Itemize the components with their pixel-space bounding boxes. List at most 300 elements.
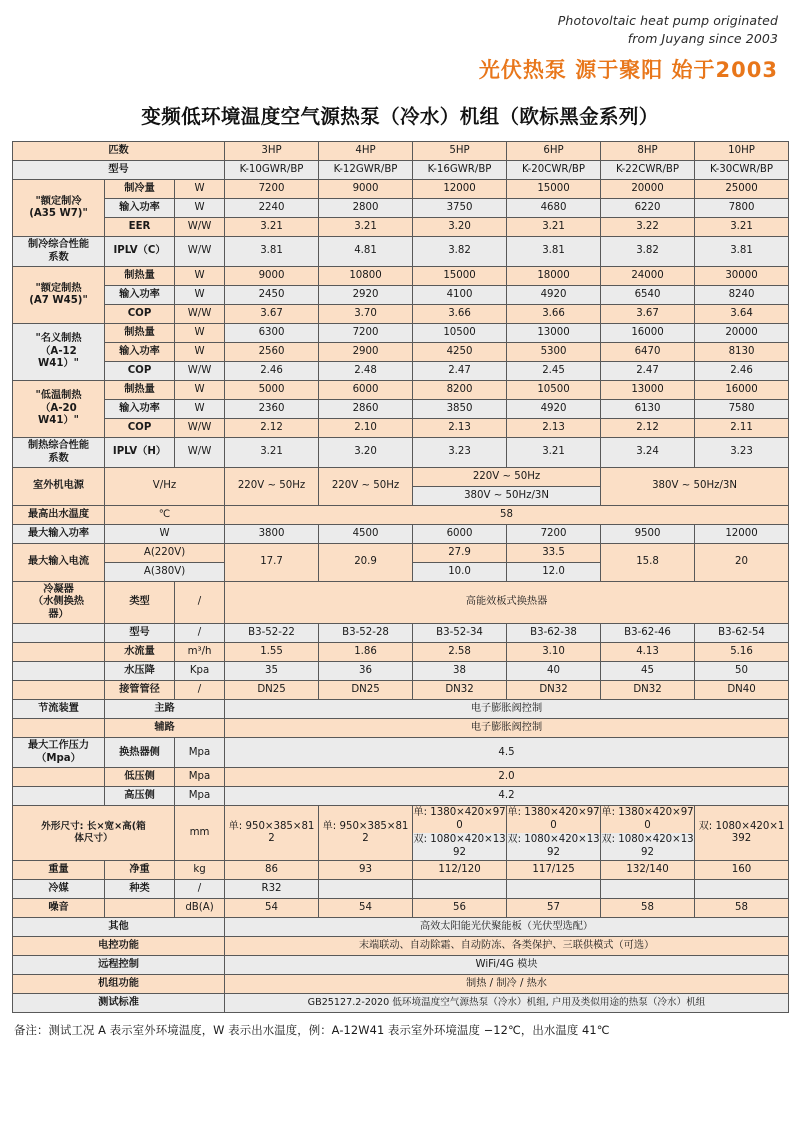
row-label-water-flow: 水流量: [105, 643, 175, 662]
spacer-noise: [105, 898, 175, 917]
cooling-power-col2: 2800: [319, 199, 413, 218]
row-unit-water-pressure-drop: Kpa: [175, 662, 225, 681]
condenser-model-col1: B3-52-22: [225, 624, 319, 643]
page-title: 变频低环境温度空气源热泵（冷水）机组（欧标黑金系列）: [141, 105, 659, 129]
cop-col1: 3.67: [225, 305, 319, 324]
water-flow-col4: 3.10: [507, 643, 601, 662]
row-label-nom-heating-capacity: 制热量: [105, 324, 175, 343]
water-pressure-drop-col1: 35: [225, 662, 319, 681]
row-label-net-weight: 净重: [105, 860, 175, 879]
low-heating-capacity-col3: 8200: [413, 381, 507, 400]
hp-value-col6: 10HP: [695, 142, 789, 161]
group-label-low-temp-heating-l3: W41）": [38, 415, 79, 427]
max-current-col3-220v: 27.9: [413, 544, 507, 563]
brand-header: [0, 0, 800, 84]
max-input-power-col5: 9500: [601, 525, 695, 544]
group-label-condenser-l3: 器）: [48, 608, 69, 620]
other-value: 高效太阳能光伏聚能板（光伏型选配）: [225, 917, 789, 936]
max-current-col4-220v: 33.5: [507, 544, 601, 563]
table-row-control-functions: [13, 936, 789, 955]
row-label-iplv-h: IPLV（H）: [105, 438, 175, 468]
row-label-water-pressure-drop: 水压降: [105, 662, 175, 681]
table-row-low-heating-power: [13, 400, 789, 419]
heating-capacity-col5: 24000: [601, 267, 695, 286]
row-unit-heating-power: W: [175, 286, 225, 305]
group-label-max-pressure-l1: 最大工作压力: [27, 740, 90, 752]
cop-col2: 3.70: [319, 305, 413, 324]
spacer-pressure-low: [13, 768, 105, 787]
row-label-control-functions: 电控功能: [13, 936, 225, 955]
table-row-cop: [13, 305, 789, 324]
row-label-cooling-power: 输入功率: [105, 199, 175, 218]
row-label-pipe-diameter: 接管管径: [105, 681, 175, 700]
iplv-h-col1: 3.21: [225, 438, 319, 468]
pressure-exchanger-value: 4.5: [225, 738, 789, 768]
dimensions-col3-double: 双: 1080×420×1392: [413, 833, 506, 860]
cop-col6: 3.64: [695, 305, 789, 324]
eer-col1: 3.21: [225, 218, 319, 237]
dimensions-col3: [413, 806, 507, 861]
table-row-dimensions: [13, 806, 789, 861]
brand-slogan-chinese: 光伏热泵 源于聚阳 始于2003: [478, 58, 778, 83]
heating-capacity-col6: 30000: [695, 267, 789, 286]
row-unit-cop: W/W: [175, 305, 225, 324]
table-row-pressure-low: [13, 768, 789, 787]
group-label-dimensions-l2: 体尺寸）: [74, 833, 113, 845]
table-row-max-input-power: [13, 525, 789, 544]
table-row-max-water-temp: [13, 506, 789, 525]
noise-col6: 58: [695, 898, 789, 917]
low-cop-col3: 2.13: [413, 419, 507, 438]
nom-heating-power-col5: 6470: [601, 343, 695, 362]
table-row-power-supply-top: [13, 468, 789, 487]
row-label-nom-cop: COP: [105, 362, 175, 381]
net-weight-col2: 93: [319, 860, 413, 879]
model-value-col5: K-22CWR/BP: [601, 161, 695, 180]
nom-heating-power-col2: 2900: [319, 343, 413, 362]
group-label-heating-iplv-l2: 系数: [48, 452, 69, 464]
group-label-condenser-l2: （水侧换热: [33, 596, 84, 608]
row-label-low-heating-capacity: 制热量: [105, 381, 175, 400]
low-cop-col6: 2.11: [695, 419, 789, 438]
row-label-cooling-capacity: 制冷量: [105, 180, 175, 199]
row-unit-max-current-380v: A(380V): [105, 563, 225, 582]
group-label-nominal-heating: [13, 324, 105, 381]
nom-heating-capacity-col1: 6300: [225, 324, 319, 343]
table-row-model: [13, 161, 789, 180]
nom-heating-capacity-col4: 13000: [507, 324, 601, 343]
row-label-remote-control: 远程控制: [13, 955, 225, 974]
row-unit-heating-capacity: W: [175, 267, 225, 286]
cooling-capacity-col1: 7200: [225, 180, 319, 199]
max-input-power-col4: 7200: [507, 525, 601, 544]
iplv-h-col4: 3.21: [507, 438, 601, 468]
model-value-col1: K-10GWR/BP: [225, 161, 319, 180]
heating-capacity-col1: 9000: [225, 267, 319, 286]
pipe-diameter-col2: DN25: [319, 681, 413, 700]
nom-heating-power-col3: 4250: [413, 343, 507, 362]
row-unit-nom-heating-power: W: [175, 343, 225, 362]
low-heating-capacity-col2: 6000: [319, 381, 413, 400]
group-label-throttle: 节流装置: [13, 700, 105, 719]
table-row-remote-control: [13, 955, 789, 974]
iplv-h-col2: 3.20: [319, 438, 413, 468]
cooling-capacity-col6: 25000: [695, 180, 789, 199]
heating-capacity-col4: 18000: [507, 267, 601, 286]
cop-col4: 3.66: [507, 305, 601, 324]
hp-value-col4: 6HP: [507, 142, 601, 161]
group-label-dimensions: [13, 806, 175, 861]
low-cop-col1: 2.12: [225, 419, 319, 438]
pipe-diameter-col4: DN32: [507, 681, 601, 700]
net-weight-col6: 160: [695, 860, 789, 879]
dimensions-col4-single: 单: 1380×420×970: [507, 806, 600, 833]
iplv-h-col3: 3.23: [413, 438, 507, 468]
model-value-col2: K-12GWR/BP: [319, 161, 413, 180]
noise-col4: 57: [507, 898, 601, 917]
row-unit-pressure-exchanger: Mpa: [175, 738, 225, 768]
group-label-heating-iplv: [13, 438, 105, 468]
row-unit-cooling-power: W: [175, 199, 225, 218]
table-row-other: [13, 917, 789, 936]
row-label-throttle-aux: 辅路: [105, 719, 225, 738]
group-label-heating-iplv-l1: 制热综合性能: [27, 440, 90, 452]
row-unit-power-supply: V/Hz: [105, 468, 225, 506]
table-row-iplv-c: [13, 237, 789, 267]
pipe-diameter-col6: DN40: [695, 681, 789, 700]
table-row-eer: [13, 218, 789, 237]
row-label-heating-power: 输入功率: [105, 286, 175, 305]
table-row-low-heating-capacity: [13, 381, 789, 400]
hp-value-col3: 5HP: [413, 142, 507, 161]
model-value-col6: K-30CWR/BP: [695, 161, 789, 180]
nom-heating-capacity-col3: 10500: [413, 324, 507, 343]
row-label-pressure-high: 高压侧: [105, 787, 175, 806]
row-label-eer: EER: [105, 218, 175, 237]
row-label-iplv-c: IPLV（C）: [105, 237, 175, 267]
water-pressure-drop-col5: 45: [601, 662, 695, 681]
group-label-nominal-heating-l1: "名义制热: [35, 333, 82, 345]
condenser-model-col4: B3-62-38: [507, 624, 601, 643]
row-unit-dimensions: mm: [175, 806, 225, 861]
dimensions-col5-double: 双: 1080×420×1392: [601, 833, 694, 860]
row-unit-eer: W/W: [175, 218, 225, 237]
group-label-condenser: [13, 582, 105, 624]
iplv-c-col6: 3.81: [695, 237, 789, 267]
pressure-high-value: 4.2: [225, 787, 789, 806]
group-label-rated-cooling-l2: (A35 W7)": [29, 208, 88, 220]
low-heating-power-col1: 2360: [225, 400, 319, 419]
row-unit-net-weight: kg: [175, 860, 225, 879]
water-pressure-drop-col2: 36: [319, 662, 413, 681]
table-row-net-weight: [13, 860, 789, 879]
row-label-refrigerant-type: 种类: [105, 879, 175, 898]
row-unit-pressure-low: Mpa: [175, 768, 225, 787]
eer-col5: 3.22: [601, 218, 695, 237]
nom-cop-col3: 2.47: [413, 362, 507, 381]
row-label-low-cop: COP: [105, 419, 175, 438]
water-pressure-drop-col4: 40: [507, 662, 601, 681]
nom-cop-col5: 2.47: [601, 362, 695, 381]
heating-power-col5: 6540: [601, 286, 695, 305]
table-row-heating-power: [13, 286, 789, 305]
low-cop-col2: 2.10: [319, 419, 413, 438]
row-label-power-supply: 室外机电源: [13, 468, 105, 506]
nom-cop-col4: 2.45: [507, 362, 601, 381]
group-label-weight: 重量: [13, 860, 105, 879]
row-label-cop: COP: [105, 305, 175, 324]
cooling-capacity-col5: 20000: [601, 180, 695, 199]
pipe-diameter-col5: DN32: [601, 681, 695, 700]
row-label-throttle-main: 主路: [105, 700, 225, 719]
row-unit-nom-heating-capacity: W: [175, 324, 225, 343]
low-heating-power-col5: 6130: [601, 400, 695, 419]
unit-functions-value: 制热 / 制冷 / 热水: [225, 974, 789, 993]
refrigerant-col3: [413, 879, 507, 898]
condenser-model-col6: B3-62-54: [695, 624, 789, 643]
table-row-condenser-model: [13, 624, 789, 643]
condenser-model-col5: B3-62-46: [601, 624, 695, 643]
iplv-h-col6: 3.23: [695, 438, 789, 468]
group-label-noise: 噪音: [13, 898, 105, 917]
row-unit-low-heating-capacity: W: [175, 381, 225, 400]
row-label-pressure-exchanger: 换热器侧: [105, 738, 175, 768]
heating-capacity-col2: 10800: [319, 267, 413, 286]
table-row-pipe-diameter: [13, 681, 789, 700]
table-row-throttle-aux: [13, 719, 789, 738]
low-heating-power-col6: 7580: [695, 400, 789, 419]
row-unit-condenser-type: /: [175, 582, 225, 624]
group-label-rated-cooling-l1: "额定制冷: [35, 195, 82, 207]
iplv-h-col5: 3.24: [601, 438, 695, 468]
power-supply-mid-top: 220V ~ 50Hz: [413, 468, 601, 487]
cop-col3: 3.66: [413, 305, 507, 324]
throttle-aux-value: 电子膨胀阀控制: [225, 719, 789, 738]
group-label-rated-heating-l1: "额定制热: [35, 282, 82, 294]
group-label-rated-heating: [13, 267, 105, 324]
max-current-col3-380v: 10.0: [413, 563, 507, 582]
eer-col4: 3.21: [507, 218, 601, 237]
group-label-refrigerant: 冷媒: [13, 879, 105, 898]
table-row-iplv-h: [13, 438, 789, 468]
spacer-throttle-aux: [13, 719, 105, 738]
low-heating-capacity-col5: 13000: [601, 381, 695, 400]
nom-heating-capacity-col5: 16000: [601, 324, 695, 343]
row-label-max-water-temp: 最高出水温度: [13, 506, 105, 525]
cop-col5: 3.67: [601, 305, 695, 324]
max-current-col5: 15.8: [601, 544, 695, 582]
group-label-nominal-heating-l2: （A-12: [40, 345, 77, 357]
spacer-pressure-high: [13, 787, 105, 806]
cooling-capacity-col2: 9000: [319, 180, 413, 199]
test-standard-value: GB25127.2-2020 低环境温度空气源热泵（冷水）机组, 户用及类似用途的热泵（冷水）机组: [225, 993, 789, 1012]
refrigerant-col5: [601, 879, 695, 898]
water-pressure-drop-col6: 50: [695, 662, 789, 681]
max-input-power-col6: 12000: [695, 525, 789, 544]
row-unit-nom-cop: W/W: [175, 362, 225, 381]
noise-col1: 54: [225, 898, 319, 917]
max-input-power-col2: 4500: [319, 525, 413, 544]
noise-col5: 58: [601, 898, 695, 917]
specification-table: [12, 141, 789, 1013]
group-label-low-temp-heating-l1: "低温制热: [35, 390, 82, 402]
heating-power-col1: 2450: [225, 286, 319, 305]
spec-table-wrapper: [0, 141, 800, 1013]
condenser-model-col3: B3-52-34: [413, 624, 507, 643]
row-label-low-heating-power: 输入功率: [105, 400, 175, 419]
cooling-capacity-col4: 15000: [507, 180, 601, 199]
cooling-power-col1: 2240: [225, 199, 319, 218]
eer-col6: 3.21: [695, 218, 789, 237]
row-unit-pressure-high: Mpa: [175, 787, 225, 806]
low-heating-power-col4: 4920: [507, 400, 601, 419]
row-unit-pipe-diameter: /: [175, 681, 225, 700]
row-label-max-input-power: 最大输入功率: [13, 525, 105, 544]
table-row-cooling-capacity: [13, 180, 789, 199]
table-row-throttle-main: [13, 700, 789, 719]
heating-power-col4: 4920: [507, 286, 601, 305]
dimensions-col4: [507, 806, 601, 861]
noise-col3: 56: [413, 898, 507, 917]
dimensions-col5: [601, 806, 695, 861]
water-flow-col6: 5.16: [695, 643, 789, 662]
water-flow-col5: 4.13: [601, 643, 695, 662]
table-row-condenser-type: [13, 582, 789, 624]
condenser-model-col2: B3-52-28: [319, 624, 413, 643]
row-label-condenser-type: 类型: [105, 582, 175, 624]
dimensions-col6: 双: 1080×420×1392: [695, 806, 789, 861]
heating-power-col6: 8240: [695, 286, 789, 305]
table-row-refrigerant: [13, 879, 789, 898]
low-heating-power-col3: 3850: [413, 400, 507, 419]
row-label-condenser-model: 型号: [105, 624, 175, 643]
row-label-unit-functions: 机组功能: [13, 974, 225, 993]
row-unit-noise: dB(A): [175, 898, 225, 917]
low-cop-col5: 2.12: [601, 419, 695, 438]
group-label-nominal-heating-l3: W41）": [38, 358, 79, 370]
table-row-low-cop: [13, 419, 789, 438]
dimensions-col4-double: 双: 1080×420×1392: [507, 833, 600, 860]
nom-heating-power-col6: 8130: [695, 343, 789, 362]
noise-col2: 54: [319, 898, 413, 917]
table-row-test-standard: [13, 993, 789, 1012]
row-unit-iplv-c: W/W: [175, 237, 225, 267]
net-weight-col4: 117/125: [507, 860, 601, 879]
cooling-power-col3: 3750: [413, 199, 507, 218]
table-row-pressure-exchanger: [13, 738, 789, 768]
water-pressure-drop-col3: 38: [413, 662, 507, 681]
row-label-hp: 匹数: [13, 142, 225, 161]
table-row-water-pressure-drop: [13, 662, 789, 681]
low-heating-capacity-col6: 16000: [695, 381, 789, 400]
pipe-diameter-col3: DN32: [413, 681, 507, 700]
net-weight-col1: 86: [225, 860, 319, 879]
row-label-heating-capacity: 制热量: [105, 267, 175, 286]
row-label-nom-heating-power: 输入功率: [105, 343, 175, 362]
refrigerant-col6: [695, 879, 789, 898]
max-current-col2: 20.9: [319, 544, 413, 582]
table-row-nominal-heating-capacity: [13, 324, 789, 343]
model-value-col3: K-16GWR/BP: [413, 161, 507, 180]
water-flow-col3: 2.58: [413, 643, 507, 662]
cooling-capacity-col3: 12000: [413, 180, 507, 199]
spacer-water-pressure-drop: [13, 662, 105, 681]
row-unit-low-cop: W/W: [175, 419, 225, 438]
table-row-hp: [13, 142, 789, 161]
power-supply-right: 380V ~ 50Hz/3N: [601, 468, 789, 506]
group-label-max-pressure: [13, 738, 105, 768]
max-current-col6: 20: [695, 544, 789, 582]
iplv-c-col2: 4.81: [319, 237, 413, 267]
table-row-max-current-220v: [13, 544, 789, 563]
nom-heating-power-col4: 5300: [507, 343, 601, 362]
water-flow-col1: 1.55: [225, 643, 319, 662]
max-input-power-col3: 6000: [413, 525, 507, 544]
table-row-cooling-power: [13, 199, 789, 218]
table-row-noise: [13, 898, 789, 917]
row-unit-low-heating-power: W: [175, 400, 225, 419]
group-label-low-temp-heating: [13, 381, 105, 438]
heating-power-col3: 4100: [413, 286, 507, 305]
group-label-dimensions-l1: 外形尺寸: 长×宽×高(箱: [41, 821, 146, 833]
condenser-type-value: 高能效板式换热器: [225, 582, 789, 624]
max-water-temp-value: 58: [225, 506, 789, 525]
hp-value-col1: 3HP: [225, 142, 319, 161]
group-label-cooling-iplv: [13, 237, 105, 267]
group-label-rated-cooling: [13, 180, 105, 237]
low-heating-capacity-col1: 5000: [225, 381, 319, 400]
throttle-main-value: 电子膨胀阀控制: [225, 700, 789, 719]
dimensions-col1: 单: 950×385×812: [225, 806, 319, 861]
row-label-other: 其他: [13, 917, 225, 936]
group-label-condenser-l1: 冷凝器: [43, 584, 74, 595]
row-label-pressure-low: 低压侧: [105, 768, 175, 787]
pipe-diameter-col1: DN25: [225, 681, 319, 700]
table-row-nominal-cop: [13, 362, 789, 381]
iplv-c-col4: 3.81: [507, 237, 601, 267]
table-row-water-flow: [13, 643, 789, 662]
net-weight-col3: 112/120: [413, 860, 507, 879]
row-unit-max-water-temp: ℃: [105, 506, 225, 525]
row-unit-iplv-h: W/W: [175, 438, 225, 468]
spacer-pipe-diameter: [13, 681, 105, 700]
group-label-max-pressure-l2: （Mpa）: [36, 752, 81, 764]
refrigerant-type-value: R32: [225, 879, 319, 898]
spacer-water-flow: [13, 643, 105, 662]
dimensions-col5-single: 单: 1380×420×970: [601, 806, 694, 833]
group-label-cooling-iplv-l2: 系数: [48, 251, 69, 263]
row-label-max-current: 最大输入电流: [13, 544, 105, 582]
cooling-power-col4: 4680: [507, 199, 601, 218]
row-unit-max-current-220v: A(220V): [105, 544, 225, 563]
iplv-c-col3: 3.82: [413, 237, 507, 267]
low-heating-power-col2: 2860: [319, 400, 413, 419]
iplv-c-col5: 3.82: [601, 237, 695, 267]
row-label-model: 型号: [13, 161, 225, 180]
table-row-heating-capacity: [13, 267, 789, 286]
pressure-low-value: 2.0: [225, 768, 789, 787]
nom-heating-power-col1: 2560: [225, 343, 319, 362]
refrigerant-col2: [319, 879, 413, 898]
row-label-test-standard: 测试标准: [13, 993, 225, 1012]
nom-heating-capacity-col2: 7200: [319, 324, 413, 343]
low-heating-capacity-col4: 10500: [507, 381, 601, 400]
power-supply-col2: 220V ~ 50Hz: [319, 468, 413, 506]
group-label-low-temp-heating-l2: （A-20: [40, 402, 77, 414]
eer-col2: 3.21: [319, 218, 413, 237]
dimensions-col3-single: 单: 1380×420×970: [413, 806, 506, 833]
group-label-rated-heating-l2: (A7 W45)": [29, 295, 88, 307]
